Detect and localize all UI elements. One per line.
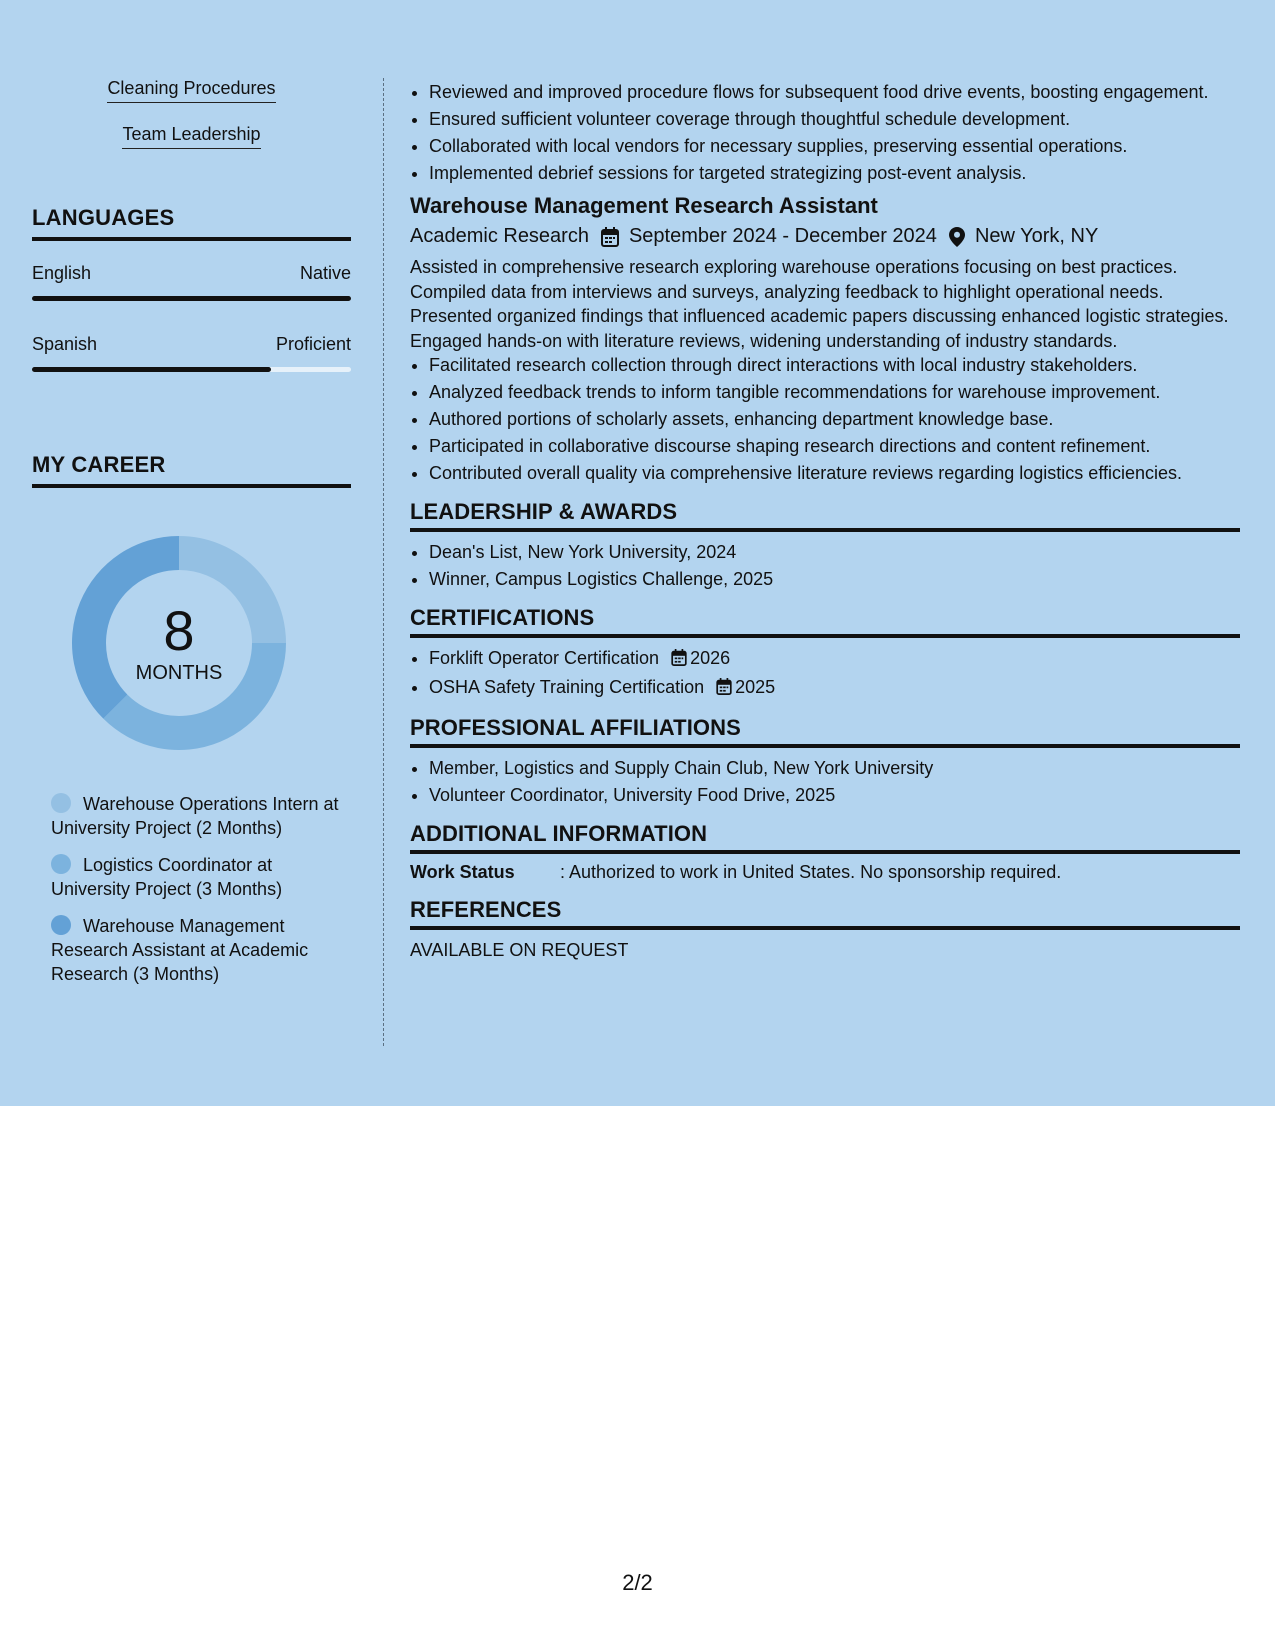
affiliation-item: • Member, Logistics and Supply Chain Club, New York University <box>429 756 1240 780</box>
career-total-unit: MONTHS <box>135 661 223 684</box>
language-row <box>32 334 351 355</box>
affiliation-item: • Volunteer Coordinator, University Food Drive, 2025 <box>429 783 1240 807</box>
award-item: • Winner, Campus Logistics Challenge, 2025 <box>429 567 1240 591</box>
work-status-label: Work Status <box>410 862 515 882</box>
language-proficiency-bar <box>32 296 351 301</box>
language-proficiency-fill <box>32 296 351 301</box>
bullet-item: • Implemented debrief sessions for targeted strategizing post-event analysis. <box>429 161 1240 185</box>
certification-name: Forklift Operator Certification <box>429 648 660 668</box>
career-total-months: 8 <box>163 598 195 662</box>
job-description: Assisted in comprehensive research exploring warehouse operations focusing on best practices. Compiled data from interviews and surveys, analyzing feedback to highlight operational needs. Presented organized findings that influenced academic papers discussing enhanced logistic strategies. Engaged hands-on with literature reviews, widening understanding of industry standards. <box>410 257 1229 351</box>
right-column <box>410 80 1240 961</box>
bullet-item: • Participated in collaborative discourse shaping research directions and content refinement. <box>429 434 1240 458</box>
career-legend-item <box>51 914 341 986</box>
job-company: Academic Research <box>410 225 589 247</box>
language-name: English <box>32 263 92 283</box>
certification-year: 2025 <box>735 677 776 697</box>
page-number: 2/2 <box>622 1570 653 1595</box>
legend-label: Logistics Coordinator at University Project (3 Months) <box>51 855 283 899</box>
languages-heading: LANGUAGES <box>32 205 351 241</box>
career-donut-chart <box>66 530 292 756</box>
career-heading: MY CAREER <box>32 452 351 488</box>
job-bullets <box>410 353 1240 485</box>
certifications-heading: CERTIFICATIONS <box>410 605 1240 638</box>
legend-dot-icon <box>51 854 71 874</box>
bullet-item: • Collaborated with local vendors for necessary supplies, preserving essential operations. <box>429 134 1240 158</box>
work-status-row <box>410 862 1240 883</box>
bullet-item: • Analyzed feedback trends to inform tangible recommendations for warehouse improvement. <box>429 380 1240 404</box>
work-status-value: : Authorized to work in United States. No sponsorship required. <box>560 862 1062 882</box>
calendar-icon <box>671 648 687 672</box>
job-dates: September 2024 - December 2024 <box>628 225 937 247</box>
bullet-item: • Contributed overall quality via comprehensive literature reviews regarding logistics efficiencies. <box>429 461 1240 485</box>
references-text: AVAILABLE ON REQUEST <box>410 940 629 960</box>
left-column <box>32 78 351 999</box>
legend-dot-icon <box>51 915 71 935</box>
career-legend-item <box>51 792 341 840</box>
job-title: Warehouse Management Research Assistant <box>410 193 878 218</box>
language-proficiency-fill <box>32 367 271 372</box>
location-pin-icon <box>949 227 965 247</box>
bullet-item: • Facilitated research collection through direct interactions with local industry stakeholders. <box>429 353 1240 377</box>
certifications-list <box>410 646 1240 701</box>
column-divider <box>383 78 384 1046</box>
affiliations-list <box>410 756 1240 807</box>
bullet-item: • Ensured sufficient volunteer coverage through thoughtful schedule development. <box>429 107 1240 131</box>
certification-year: 2026 <box>690 648 731 668</box>
legend-dot-icon <box>51 793 71 813</box>
language-name: Spanish <box>32 334 98 354</box>
experience-bullets <box>410 80 1240 185</box>
calendar-icon <box>716 677 732 701</box>
language-row <box>32 263 351 284</box>
career-legend <box>51 792 341 986</box>
additional-info-heading: ADDITIONAL INFORMATION <box>410 821 1240 854</box>
references-heading: REFERENCES <box>410 897 1240 930</box>
career-legend-item <box>51 853 341 901</box>
language-level: Proficient <box>275 334 351 354</box>
language-proficiency-bar <box>32 367 351 372</box>
calendar-icon <box>601 227 619 247</box>
bullet-item: • Authored portions of scholarly assets, enhancing department knowledge base. <box>429 407 1240 431</box>
legend-label: Warehouse Operations Intern at University Project (2 Months) <box>51 794 339 838</box>
bullet-item: • Reviewed and improved procedure flows for subsequent food drive events, boosting engagement. <box>429 80 1240 104</box>
affiliations-heading: PROFESSIONAL AFFILIATIONS <box>410 715 1240 748</box>
job-meta <box>410 225 1240 248</box>
award-item: • Dean's List, New York University, 2024 <box>429 540 1240 564</box>
certification-item <box>429 675 1240 701</box>
language-level: Native <box>299 263 351 283</box>
skill-item: Team Leadership <box>122 124 260 149</box>
certification-name: OSHA Safety Training Certification <box>429 677 705 697</box>
awards-heading: LEADERSHIP & AWARDS <box>410 499 1240 532</box>
job-location: New York, NY <box>974 225 1099 247</box>
awards-list <box>410 540 1240 591</box>
legend-label: Warehouse Management Research Assistant at Academic Research (3 Months) <box>51 916 309 984</box>
certification-item <box>429 646 1240 672</box>
skill-item: Cleaning Procedures <box>107 78 275 103</box>
